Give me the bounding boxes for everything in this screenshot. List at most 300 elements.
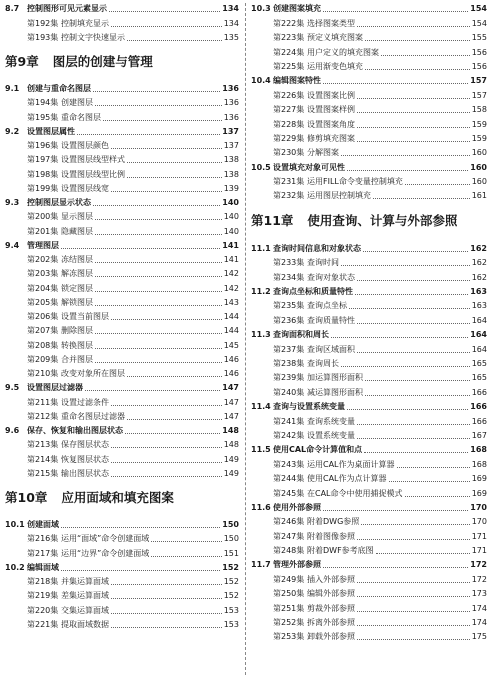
toc-episode-entry[interactable] <box>251 599 487 613</box>
leader-dots <box>357 112 470 113</box>
entry-title: 查询质量特性 <box>307 315 355 325</box>
toc-episode-entry[interactable] <box>251 115 487 129</box>
episode-number: 第202集 <box>27 255 59 264</box>
toc-episode-entry[interactable] <box>251 585 487 599</box>
leader-dots <box>151 541 221 542</box>
entry-title: 设置图层属性 <box>27 126 75 136</box>
episode-number: 第240集 <box>273 387 305 397</box>
episode-number: 第200集 <box>27 212 59 222</box>
episode-number: 第250集 <box>273 589 305 599</box>
episode-number: 第235集 <box>273 301 305 311</box>
leader-dots <box>95 105 222 106</box>
episode-number: 第228集 <box>273 119 305 129</box>
leader-dots <box>357 323 470 324</box>
leader-dots <box>357 98 470 99</box>
leader-dots <box>361 524 469 525</box>
entry-title: 使用外部参照 <box>273 502 321 512</box>
page-number: 162 <box>471 258 487 268</box>
leader-dots <box>341 265 470 266</box>
page-number: 136 <box>223 98 239 108</box>
chapter-heading <box>5 43 239 80</box>
toc-episode-entry[interactable] <box>251 455 487 469</box>
toc-episode-entry[interactable] <box>5 137 239 151</box>
toc-episode-entry[interactable] <box>251 101 487 115</box>
toc-section-entry[interactable] <box>5 80 239 94</box>
episode-number: 第211集 <box>27 397 59 407</box>
toc-episode-entry[interactable] <box>5 322 239 336</box>
toc-episode-entry[interactable] <box>5 365 239 379</box>
episode-number: 第223集 <box>273 33 305 43</box>
toc-episode-entry[interactable] <box>5 208 239 222</box>
toc-section-entry[interactable] <box>5 0 239 14</box>
section-number: 9.4 <box>5 240 20 250</box>
leader-dots <box>355 294 468 295</box>
episode-number: 第219集 <box>27 591 59 601</box>
entry-title: 修剪填充图案 <box>307 133 355 143</box>
entry-title: 运用“面域”命令创建面域 <box>61 534 150 544</box>
episode-number: 第221集 <box>27 619 59 629</box>
entry-title: 隐藏图层 <box>61 226 93 236</box>
entry-title: 改变对象所在图层 <box>61 369 125 378</box>
toc-episode-entry[interactable] <box>251 86 487 100</box>
toc-episode-entry[interactable] <box>251 628 487 642</box>
toc-episode-entry[interactable] <box>251 58 487 72</box>
toc-episode-entry[interactable] <box>5 530 239 544</box>
toc-section-entry[interactable] <box>251 239 487 253</box>
episode-number: 第224集 <box>273 47 305 57</box>
toc-episode-entry[interactable] <box>251 383 487 397</box>
toc-episode-entry[interactable] <box>251 484 487 498</box>
toc-section-entry[interactable] <box>251 72 487 86</box>
entry-title: 显示图层 <box>61 212 93 222</box>
episode-number: 第195集 <box>27 112 59 122</box>
page-number: 157 <box>470 76 487 86</box>
toc-section-entry[interactable] <box>5 559 239 573</box>
leader-dots <box>61 248 220 249</box>
entry-title: 预定义填充图案 <box>307 33 363 43</box>
page-number: 150 <box>222 520 239 529</box>
entry-title: 附着DWG参照 <box>307 517 360 527</box>
page-number: 147 <box>223 411 239 421</box>
episode-number: 第201集 <box>27 226 59 236</box>
toc-episode-entry[interactable] <box>5 151 239 165</box>
episode-number: 第243集 <box>273 459 305 469</box>
entry-title: 编辑外部参照 <box>307 589 355 599</box>
page-number: 140 <box>223 212 239 222</box>
episode-number: 第246集 <box>273 517 305 527</box>
leader-dots <box>357 582 470 583</box>
toc-episode-entry[interactable] <box>251 427 487 441</box>
toc-section-entry[interactable] <box>5 379 239 393</box>
leader-dots <box>365 69 470 70</box>
chapter-number: 第9章 <box>5 54 39 70</box>
section-number: 11.3 <box>251 330 271 340</box>
episode-number: 第205集 <box>27 297 59 307</box>
toc-section-entry[interactable] <box>5 123 239 137</box>
toc-section-entry[interactable] <box>5 237 239 251</box>
leader-dots <box>95 333 222 334</box>
leader-dots <box>111 148 222 149</box>
leader-dots <box>127 376 222 377</box>
toc-episode-entry[interactable] <box>5 450 239 464</box>
leader-dots <box>405 496 470 497</box>
toc-episode-entry[interactable] <box>5 29 239 43</box>
toc-episode-entry[interactable] <box>5 408 239 422</box>
episode-number: 第216集 <box>27 534 59 544</box>
entry-title: 设置图案角度 <box>307 119 355 129</box>
leader-dots <box>363 251 468 252</box>
leader-dots <box>331 337 468 338</box>
episode-number: 第231集 <box>273 177 305 187</box>
toc-episode-entry[interactable] <box>5 351 239 365</box>
episode-number: 第194集 <box>27 98 59 108</box>
leader-dots <box>95 276 222 277</box>
leader-dots <box>341 366 470 367</box>
toc-right-column <box>251 0 487 642</box>
page-number: 172 <box>470 560 487 570</box>
entry-title: 创建面域 <box>27 520 59 529</box>
toc-episode-entry[interactable] <box>5 436 239 450</box>
toc-episode-entry[interactable] <box>5 165 239 179</box>
episode-number: 第252集 <box>273 618 305 628</box>
toc-episode-entry[interactable] <box>5 616 239 630</box>
chapter-number: 第11章 <box>251 213 294 229</box>
leader-dots <box>111 476 222 477</box>
leader-dots <box>347 170 468 171</box>
toc-section-entry[interactable] <box>5 194 239 208</box>
column-divider <box>245 3 246 675</box>
toc-episode-entry[interactable] <box>251 144 487 158</box>
toc-section-entry[interactable] <box>251 326 487 340</box>
entry-title: 设置图案比例 <box>307 90 355 100</box>
toc-episode-entry[interactable] <box>5 108 239 122</box>
episode-number: 第248集 <box>273 546 305 556</box>
page-number: 151 <box>223 548 239 558</box>
toc-episode-entry[interactable] <box>251 355 487 369</box>
section-number: 11.1 <box>251 243 271 253</box>
leader-dots <box>77 134 220 135</box>
toc-episode-entry[interactable] <box>251 311 487 325</box>
episode-number: 第206集 <box>27 312 59 321</box>
leader-dots <box>95 348 222 349</box>
entry-title: 恢复图层状态 <box>61 454 109 464</box>
leader-dots <box>111 26 222 27</box>
toc-episode-entry[interactable] <box>251 43 487 57</box>
page-number: 161 <box>471 191 487 201</box>
toc-episode-entry[interactable] <box>251 340 487 354</box>
toc-episode-entry[interactable] <box>5 393 239 407</box>
entry-title: 控制文字快速显示 <box>61 32 125 42</box>
toc-episode-entry[interactable] <box>251 412 487 426</box>
episode-number: 第230集 <box>273 148 305 158</box>
entry-title: 设置图案样例 <box>307 105 355 115</box>
section-number: 9.2 <box>5 126 20 136</box>
page-number: 147 <box>222 383 239 393</box>
leader-dots <box>357 438 470 439</box>
leader-dots <box>357 611 470 612</box>
toc-episode-entry[interactable] <box>251 513 487 527</box>
leader-dots <box>323 11 468 12</box>
leader-dots <box>376 553 470 554</box>
leader-dots <box>109 11 220 12</box>
leader-dots <box>357 596 470 597</box>
entry-title: 选择图案类型 <box>307 18 355 28</box>
page-number: 144 <box>223 326 239 336</box>
leader-dots <box>95 219 222 220</box>
entry-title: 设置图层过滤器 <box>27 383 83 393</box>
page-number: 156 <box>471 47 487 57</box>
toc-episode-entry[interactable] <box>251 369 487 383</box>
entry-title: 使用CAL命令计算值和点 <box>273 445 363 455</box>
entry-title: 设置图层线型比例 <box>61 169 125 179</box>
page-number: 148 <box>222 426 239 435</box>
entry-title: 控制填充显示 <box>61 18 109 28</box>
toc-episode-entry[interactable] <box>5 222 239 236</box>
episode-number: 第226集 <box>273 90 305 100</box>
section-number: 10.1 <box>5 520 25 529</box>
entry-title: 分解图案 <box>307 148 339 158</box>
toc-episode-entry[interactable] <box>251 470 487 484</box>
toc-episode-entry[interactable] <box>5 94 239 108</box>
entry-title: 查询点坐标和质量特性 <box>273 287 353 297</box>
episode-number: 第244集 <box>273 474 305 484</box>
page-number: 166 <box>471 387 487 397</box>
toc-episode-entry[interactable] <box>251 542 487 556</box>
leader-dots <box>111 462 222 463</box>
episode-number: 第245集 <box>273 488 305 498</box>
page-number: 146 <box>223 354 239 364</box>
chapter-title: 图层的创建与管理 <box>52 54 153 70</box>
section-number: 9.5 <box>5 383 20 393</box>
toc-episode-entry[interactable] <box>251 173 487 187</box>
page-number: 136 <box>222 84 239 93</box>
page-number: 154 <box>471 18 487 28</box>
entry-title: 并集运算面域 <box>61 577 109 586</box>
toc-episode-entry[interactable] <box>5 336 239 350</box>
episode-number: 第213集 <box>27 440 59 450</box>
entry-title: 设置填充对象可见性 <box>273 162 345 172</box>
leader-dots <box>357 141 470 142</box>
episode-number: 第238集 <box>273 358 305 368</box>
page-number: 149 <box>223 454 239 464</box>
page-number: 175 <box>471 632 487 642</box>
toc-section-entry[interactable] <box>251 283 487 297</box>
toc-episode-entry[interactable] <box>5 251 239 265</box>
toc-episode-entry[interactable] <box>251 527 487 541</box>
toc-episode-entry[interactable] <box>251 570 487 584</box>
entry-title: 创建图层 <box>61 98 93 108</box>
toc-episode-entry[interactable] <box>251 297 487 311</box>
toc-episode-entry[interactable] <box>5 573 239 587</box>
toc-episode-entry[interactable] <box>5 601 239 615</box>
entry-title: 查询区域面积 <box>307 344 355 354</box>
entry-title: 运用图层控制填充 <box>307 191 371 201</box>
toc-episode-entry[interactable] <box>5 294 239 308</box>
toc-section-entry[interactable] <box>251 0 487 14</box>
page-number: 170 <box>470 502 487 512</box>
toc-episode-entry[interactable] <box>5 265 239 279</box>
entry-title: 运用FILL命令变量控制填充 <box>307 177 403 187</box>
page-number: 166 <box>470 402 487 412</box>
leader-dots <box>341 155 470 156</box>
leader-dots <box>349 308 470 309</box>
section-number: 9.1 <box>5 84 20 93</box>
leader-dots <box>151 556 221 557</box>
episode-number: 第196集 <box>27 141 59 150</box>
episode-number: 第217集 <box>27 548 59 558</box>
page-number: 164 <box>471 344 487 354</box>
entry-title: 设置图层颜色 <box>61 141 109 150</box>
page-number: 169 <box>471 474 487 484</box>
page-number: 158 <box>471 105 487 115</box>
entry-title: 解锁图层 <box>61 297 93 307</box>
toc-section-entry[interactable] <box>5 516 239 530</box>
episode-number: 第214集 <box>27 454 59 464</box>
page-number: 142 <box>223 283 239 293</box>
toc-episode-entry[interactable] <box>5 308 239 322</box>
page-number: 143 <box>223 297 239 307</box>
entry-title: 删除图层 <box>61 326 93 336</box>
leader-dots <box>373 198 470 199</box>
entry-title: 查询时间 <box>307 258 339 268</box>
episode-number: 第220集 <box>27 605 59 615</box>
leader-dots <box>61 570 220 571</box>
toc-episode-entry[interactable] <box>251 614 487 628</box>
episode-number: 第242集 <box>273 430 305 440</box>
page-number: 163 <box>471 301 487 311</box>
entry-title: 提取面域数据 <box>61 619 109 629</box>
page-number: 168 <box>471 459 487 469</box>
episode-number: 第225集 <box>273 61 305 71</box>
page-number: 146 <box>223 369 239 378</box>
entry-title: 减运算图形面积 <box>307 387 363 397</box>
entry-title: 插入外部参照 <box>307 574 355 584</box>
leader-dots <box>357 26 470 27</box>
page-number: 174 <box>471 603 487 613</box>
toc-episode-entry[interactable] <box>251 130 487 144</box>
toc-section-entry[interactable] <box>251 158 487 172</box>
entry-title: 创建与重命名图层 <box>27 84 91 93</box>
entry-title: 运用渐变色填充 <box>307 61 363 71</box>
leader-dots <box>347 409 468 410</box>
leader-dots <box>357 352 470 353</box>
toc-episode-entry[interactable] <box>251 29 487 43</box>
page-number: 142 <box>223 269 239 279</box>
page-number: 171 <box>471 546 487 556</box>
episode-number: 第233集 <box>273 258 305 268</box>
page-number: 165 <box>471 358 487 368</box>
leader-dots <box>323 83 468 84</box>
leader-dots <box>357 280 470 281</box>
toc-episode-entry[interactable] <box>251 14 487 28</box>
toc-episode-entry[interactable] <box>5 14 239 28</box>
leader-dots <box>111 405 222 406</box>
page-number: 155 <box>471 33 487 43</box>
page-number: 159 <box>471 119 487 129</box>
leader-dots <box>103 120 222 121</box>
entry-title: 查询点坐标 <box>307 301 347 311</box>
episode-number: 第203集 <box>27 269 59 279</box>
leader-dots <box>323 510 468 511</box>
toc-episode-entry[interactable] <box>251 187 487 201</box>
toc-episode-entry[interactable] <box>251 268 487 282</box>
page-number: 164 <box>470 330 487 340</box>
entry-title: 使用CAL作为点计算器 <box>307 474 387 484</box>
page-number: 134 <box>222 4 239 14</box>
entry-title: 转换图层 <box>61 340 93 350</box>
section-number: 11.7 <box>251 560 271 570</box>
leader-dots <box>111 447 222 448</box>
entry-title: 编辑面域 <box>27 562 59 572</box>
entry-title: 创建图案填充 <box>273 4 321 14</box>
toc-episode-entry[interactable] <box>5 465 239 479</box>
leader-dots <box>95 305 222 306</box>
chapter-title: 使用查询、计算与外部参照 <box>307 213 458 229</box>
entry-title: 附着图像参照 <box>307 531 355 541</box>
toc-episode-entry[interactable] <box>5 180 239 194</box>
page-number: 159 <box>471 133 487 143</box>
toc-section-entry[interactable] <box>251 556 487 570</box>
leader-dots <box>357 539 470 540</box>
toc-section-entry[interactable] <box>251 499 487 513</box>
episode-number: 第247集 <box>273 531 305 541</box>
section-number: 10.5 <box>251 162 271 172</box>
leader-dots <box>127 419 222 420</box>
page-number: 156 <box>471 61 487 71</box>
entry-title: 在CAL命令中使用捕捉模式 <box>307 488 403 498</box>
leader-dots <box>111 319 222 320</box>
entry-title: 运用CAL作为桌面计算器 <box>307 459 395 469</box>
page-number: 174 <box>471 618 487 628</box>
episode-number: 第192集 <box>27 18 59 28</box>
episode-number: 第208集 <box>27 340 59 350</box>
toc-episode-entry[interactable] <box>5 544 239 558</box>
page-number: 171 <box>471 531 487 541</box>
entry-title: 设置当前图层 <box>61 312 109 321</box>
leader-dots <box>111 598 222 599</box>
leader-dots <box>125 433 220 434</box>
leader-dots <box>405 184 470 185</box>
page-number: 164 <box>471 315 487 325</box>
entry-title: 附着DWF参考底图 <box>307 546 374 556</box>
toc-episode-entry[interactable] <box>251 254 487 268</box>
page-number: 139 <box>223 183 239 193</box>
toc-episode-entry[interactable] <box>5 587 239 601</box>
entry-title: 运用“边界”命令创建面域 <box>61 548 150 558</box>
episode-number: 第253集 <box>273 632 305 642</box>
toc-section-entry[interactable] <box>251 398 487 412</box>
episode-number: 第234集 <box>273 272 305 282</box>
toc-section-entry[interactable] <box>5 422 239 436</box>
episode-number: 第209集 <box>27 354 59 364</box>
leader-dots <box>357 424 470 425</box>
entry-title: 查询面积和周长 <box>273 330 329 340</box>
entry-title: 剪裁外部参照 <box>307 603 355 613</box>
section-number: 8.7 <box>5 4 20 14</box>
page-number: 167 <box>471 430 487 440</box>
page-number: 144 <box>223 312 239 321</box>
leader-dots <box>95 362 222 363</box>
leader-dots <box>111 584 222 585</box>
entry-title: 保存图层状态 <box>61 440 109 450</box>
entry-title: 保存、恢复和输出图层状态 <box>27 426 123 435</box>
page-number: 140 <box>222 198 239 207</box>
toc-section-entry[interactable] <box>251 441 487 455</box>
episode-number: 第198集 <box>27 169 59 179</box>
page-number: 160 <box>470 162 487 172</box>
toc-episode-entry[interactable] <box>5 279 239 293</box>
section-number: 9.6 <box>5 426 20 435</box>
